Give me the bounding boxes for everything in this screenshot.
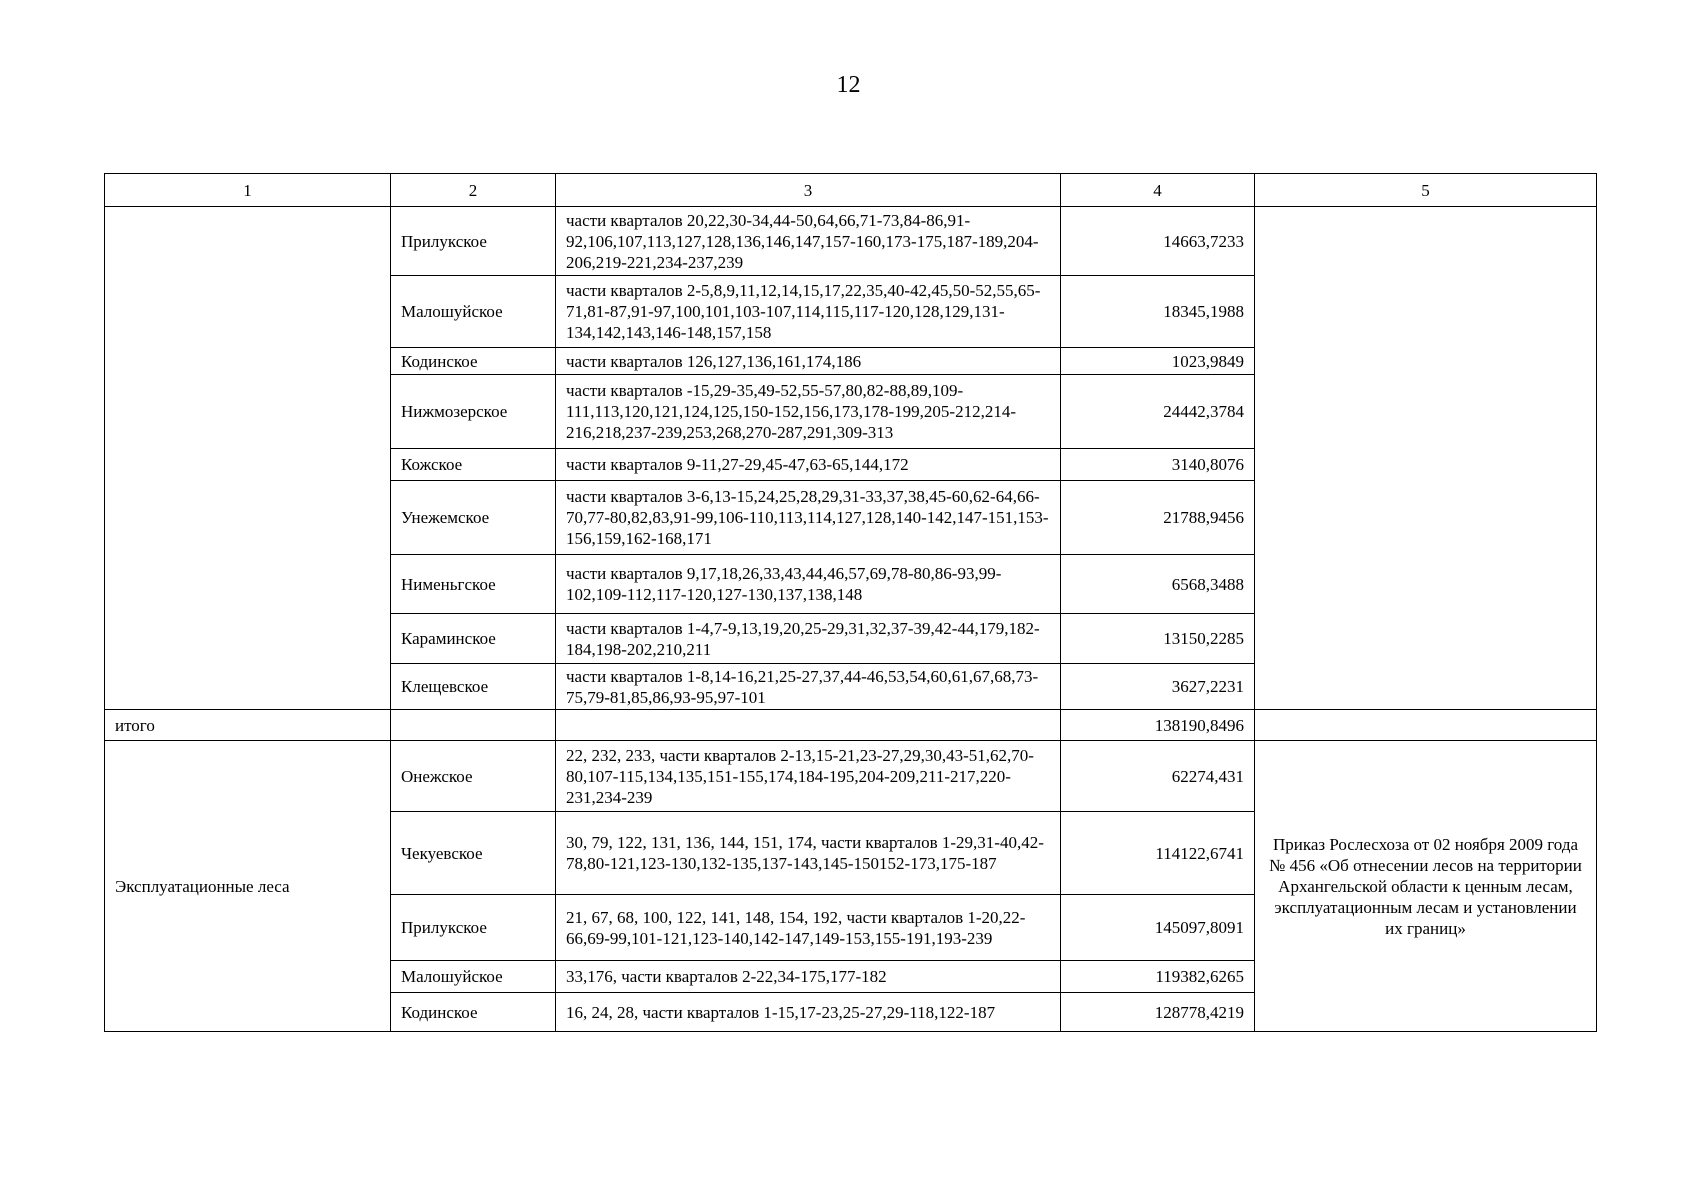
forestry-cell: Чекуевское xyxy=(391,812,556,895)
forestry-cell: Клещевское xyxy=(391,664,556,710)
quarters-cell: части кварталов 20,22,30-34,44-50,64,66,71-73,84-86,91-92,106,107,113,127,128,136,146,147,157-160,173-175,187-189,204-206,219-221,234-237,239 xyxy=(556,207,1061,276)
quarters-cell: части кварталов 9,17,18,26,33,43,44,46,57,69,78-80,86-93,99-102,109-112,117-120,127-130,137,138,148 xyxy=(556,555,1061,614)
header-cell-1: 1 xyxy=(105,174,391,207)
header-row xyxy=(105,174,1597,207)
forestry-cell: Малошуйское xyxy=(391,276,556,348)
area-cell: 3627,2231 xyxy=(1061,664,1255,710)
category-cell-empty xyxy=(105,207,391,710)
basis-cell: Приказ Рослесхоза от 02 ноября 2009 года № 456 «Об отнесении лесов на территории Архангельской области к ценным лесам, эксплуатационным лесам и установлении их границ» xyxy=(1255,741,1597,1032)
header-cell-3: 3 xyxy=(556,174,1061,207)
forest-table xyxy=(104,173,1597,1032)
area-cell: 24442,3784 xyxy=(1061,375,1255,449)
quarters-cell: части кварталов 9-11,27-29,45-47,63-65,144,172 xyxy=(556,449,1061,481)
basis-cell-empty xyxy=(1255,207,1597,710)
quarters-cell: 22, 232, 233, части кварталов 2-13,15-21,23-27,29,30,43-51,62,70-80,107-115,134,135,151-155,174,184-195,204-209,211-217,220-231,234-239 xyxy=(556,741,1061,812)
area-cell: 145097,8091 xyxy=(1061,895,1255,961)
forestry-cell: Кодинское xyxy=(391,348,556,375)
total-row xyxy=(105,710,1597,741)
forestry-cell: Кодинское xyxy=(391,993,556,1032)
quarters-cell: части кварталов 1-8,14-16,21,25-27,37,44-46,53,54,60,61,67,68,73-75,79-81,85,86,93-95,97-101 xyxy=(556,664,1061,710)
area-cell: 18345,1988 xyxy=(1061,276,1255,348)
header-cell-2: 2 xyxy=(391,174,556,207)
header-cell-4: 4 xyxy=(1061,174,1255,207)
quarters-cell: 21, 67, 68, 100, 122, 141, 148, 154, 192, части кварталов 1-20,22-66,69-99,101-121,123-140,142-147,149-153,155-191,193-239 xyxy=(556,895,1061,961)
total-area: 138190,8496 xyxy=(1061,710,1255,741)
header-cell-5: 5 xyxy=(1255,174,1597,207)
forestry-cell: Нименьгское xyxy=(391,555,556,614)
area-cell: 114122,6741 xyxy=(1061,812,1255,895)
forestry-cell: Нижмозерское xyxy=(391,375,556,449)
area-cell: 14663,7233 xyxy=(1061,207,1255,276)
forestry-cell: Малошуйское xyxy=(391,961,556,993)
quarters-cell: части кварталов 1-4,7-9,13,19,20,25-29,31,32,37-39,42-44,179,182-184,198-202,210,211 xyxy=(556,614,1061,664)
quarters-cell: части кварталов 3-6,13-15,24,25,28,29,31-33,37,38,45-60,62-64,66-70,77-80,82,83,91-99,106-110,113,114,127,128,140-142,147-151,153-156,159,162-168,171 xyxy=(556,481,1061,555)
quarters-cell: 30, 79, 122, 131, 136, 144, 151, 174, части кварталов 1-29,31-40,42-78,80-121,123-130,132-135,137-143,145-150152-173,175-187 xyxy=(556,812,1061,895)
category-cell: Эксплуатационные леса xyxy=(105,741,391,1032)
forestry-cell: Унежемское xyxy=(391,481,556,555)
table-row xyxy=(105,741,1597,812)
total-empty-cell xyxy=(1255,710,1597,741)
area-cell: 3140,8076 xyxy=(1061,449,1255,481)
quarters-cell: 16, 24, 28, части кварталов 1-15,17-23,25-27,29-118,122-187 xyxy=(556,993,1061,1032)
area-cell: 6568,3488 xyxy=(1061,555,1255,614)
forestry-cell: Караминское xyxy=(391,614,556,664)
area-cell: 62274,431 xyxy=(1061,741,1255,812)
forestry-cell: Прилукское xyxy=(391,895,556,961)
quarters-cell: части кварталов 126,127,136,161,174,186 xyxy=(556,348,1061,375)
quarters-cell: части кварталов 2-5,8,9,11,12,14,15,17,22,35,40-42,45,50-52,55,65-71,81-87,91-97,100,101,103-107,114,115,117-120,128,129,131-134,142,143,146-148,157,158 xyxy=(556,276,1061,348)
forestry-cell: Кожское xyxy=(391,449,556,481)
area-cell: 128778,4219 xyxy=(1061,993,1255,1032)
forestry-cell: Прилукское xyxy=(391,207,556,276)
page-number: 12 xyxy=(836,72,861,98)
total-empty-cell xyxy=(556,710,1061,741)
area-cell: 1023,9849 xyxy=(1061,348,1255,375)
total-empty-cell xyxy=(391,710,556,741)
table-row xyxy=(105,207,1597,276)
area-cell: 13150,2285 xyxy=(1061,614,1255,664)
quarters-cell: части кварталов -15,29-35,49-52,55-57,80,82-88,89,109-111,113,120,121,124,125,150-152,156,173,178-199,205-212,214-216,218,237-239,253,268,270-287,291,309-313 xyxy=(556,375,1061,449)
area-cell: 21788,9456 xyxy=(1061,481,1255,555)
total-label: итого xyxy=(105,710,391,741)
area-cell: 119382,6265 xyxy=(1061,961,1255,993)
forestry-cell: Онежское xyxy=(391,741,556,812)
quarters-cell: 33,176, части кварталов 2-22,34-175,177-182 xyxy=(556,961,1061,993)
